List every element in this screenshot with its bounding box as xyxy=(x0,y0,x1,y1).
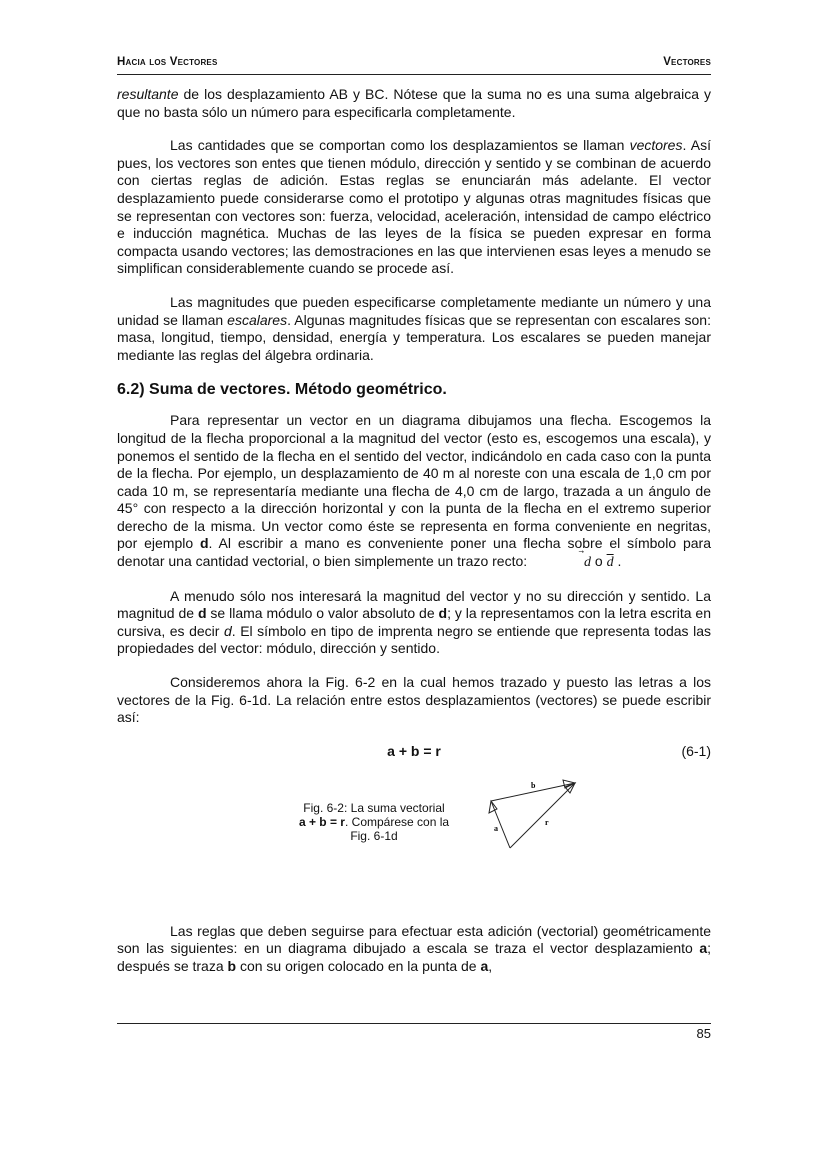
p4-text-a: Para representar un vector en un diagrama dibujamos una flecha. Escogemos la longitud de la flecha proporcional a la magnitud del vector (esto es, escogemos una escala), y ponemos el sentido de la flecha en el sentido del vector, indicándolo en cada caso con la punta de la flecha. Por ejemplo, un desplazamiento de 40 m al noreste con una escala de 1,0 cm por cada 10 m, se representaría mediante una flecha de 4,0 cm de largo, trazada a un ángulo de 45° con respecto a la dirección horizontal y con la punta de la flecha en el extremo superior derecho de la misma. Un vector como éste se representa en forma conveniente en negritas, por ejemplo xyxy=(117,412,711,552)
header-right: Vectores xyxy=(663,56,711,68)
p4-text-b: . Al escribir a mano es conveniente poner una flecha sobre el símbolo para denotar una cantidad vectorial, o bien simplemente un trazo recto: xyxy=(117,535,711,570)
term-vectores: vectores xyxy=(629,137,683,154)
label-r: r xyxy=(545,817,549,827)
p4-text-end: . xyxy=(613,553,622,570)
bold-a-2: a xyxy=(480,958,489,974)
p3-text-a: Las magnitudes que pueden especificarse completamente mediante un número y una unidad se llaman xyxy=(117,293,711,328)
sym-d-arrow: d xyxy=(584,555,592,571)
header-left: Hacia los Vectores xyxy=(117,56,218,68)
paragraph-6: Consideremos ahora la Fig. 6-2 en la cual hemos trazado y puesto las letras a los vectores de la Fig. 6-1d. La relación entre estos desplazamientos (vectores) se puede escribir así: xyxy=(117,674,711,726)
paragraph-1 xyxy=(117,86,711,121)
body-text xyxy=(117,86,711,992)
page-number: 85 xyxy=(696,1026,711,1041)
label-a: a xyxy=(494,823,498,833)
p7-text-a: Las reglas que deben seguirse para efectuar esta adición (vectorial) geométricamente son las siguientes: en un diagrama dibujado a escala se traza el vector desplazamiento xyxy=(117,922,711,957)
term-escalares: escalares xyxy=(227,311,288,328)
caption-line-3: Fig. 6-1d xyxy=(350,828,398,843)
caption-bold: a + b = r xyxy=(298,814,345,829)
p5-text-a: A menudo sólo nos interesará la magnitud del vector y no su dirección y sentido. La magnitud de xyxy=(117,587,711,622)
p5-text-b: se llama módulo o valor absoluto de xyxy=(206,605,439,622)
arrow-over-icon xyxy=(531,548,584,566)
paragraph-2 xyxy=(117,137,711,278)
p2-text-b: . Así pues, los vectores son entes que tienen módulo, dirección y sentido y se combinan de acuerdo con ciertas reglas de adición. Estas reglas se enunciarán más adelante. El vector desplazamiento puede considerarse como el prototipo y algunas otras magnitudes físicas que se representan con vectores son: fuerza, velocidad, aceleración, intensidad de campo eléctrico e inducción magnética. Muchas de las leyes de la física se pueden expresar en forma compacta usando vectores; las demostraciones en las que intervienen esas leyes a menudo se simplifican considerablemente cuando se procede así. xyxy=(117,137,712,277)
p7-text-c: con su origen colocado en la punta de xyxy=(236,958,481,974)
bold-d: d xyxy=(199,535,209,552)
running-header xyxy=(117,56,711,75)
label-b: b xyxy=(531,780,536,790)
p7-text-d: , xyxy=(488,958,493,974)
figure-6-2 xyxy=(117,773,711,869)
caption-line-2: . Compárese con la xyxy=(344,814,450,829)
vector-arrow-d xyxy=(531,554,591,572)
page-footer xyxy=(117,1023,711,1041)
italic-d: d xyxy=(223,622,232,639)
caption-line-1: Fig. 6-2: La suma vectorial xyxy=(303,800,445,815)
p3-text-b: . Algunas magnitudes físicas que se representan con escalares son: masa, longitud, tiempo, densidad, energía y temperatura. Los escalares se pueden manejar mediante las reglas del álgebra ordinaria. xyxy=(117,311,711,363)
p5-text-c: ; y la representamos con la letra escrita en cursiva, es decir xyxy=(117,605,711,639)
equation-6-1 xyxy=(117,743,711,763)
section-heading: 6.2) Suma de vectores. Método geométrico. xyxy=(117,381,447,399)
paragraph-4 xyxy=(117,412,711,571)
p7-text-b: ; después se traza xyxy=(117,940,711,974)
equation-number: (6-1) xyxy=(681,742,711,759)
paragraph-3 xyxy=(117,294,711,364)
bold-d-1: d xyxy=(197,605,207,622)
vector-sum-diagram xyxy=(485,773,585,853)
bold-a-1: a xyxy=(699,940,708,957)
paragraph-5 xyxy=(117,588,711,658)
equation-formula: a + b = r xyxy=(387,742,441,759)
vector-r-line xyxy=(510,780,575,848)
p4-text-mid: o xyxy=(591,553,607,570)
bold-d-2: d xyxy=(438,605,448,622)
sym-d-bar: $\overline{d}$ xyxy=(606,555,614,571)
figure-caption xyxy=(289,801,459,843)
paragraph-7 xyxy=(117,923,711,976)
term-resultante: resultante xyxy=(117,86,179,102)
p2-text-a: Las cantidades que se comportan como los desplazamientos se llaman xyxy=(170,137,630,154)
bold-b: b xyxy=(227,958,237,974)
p1-text: de los desplazamiento AB y BC. Nótese que la suma no es una suma algebraica y que no basta sólo un número para especificarla completamente. xyxy=(117,86,711,120)
p5-text-d: . El símbolo en tipo de imprenta negro se entiende que representa todas las propiedades del vector: módulo, dirección y sentido. xyxy=(117,622,711,657)
